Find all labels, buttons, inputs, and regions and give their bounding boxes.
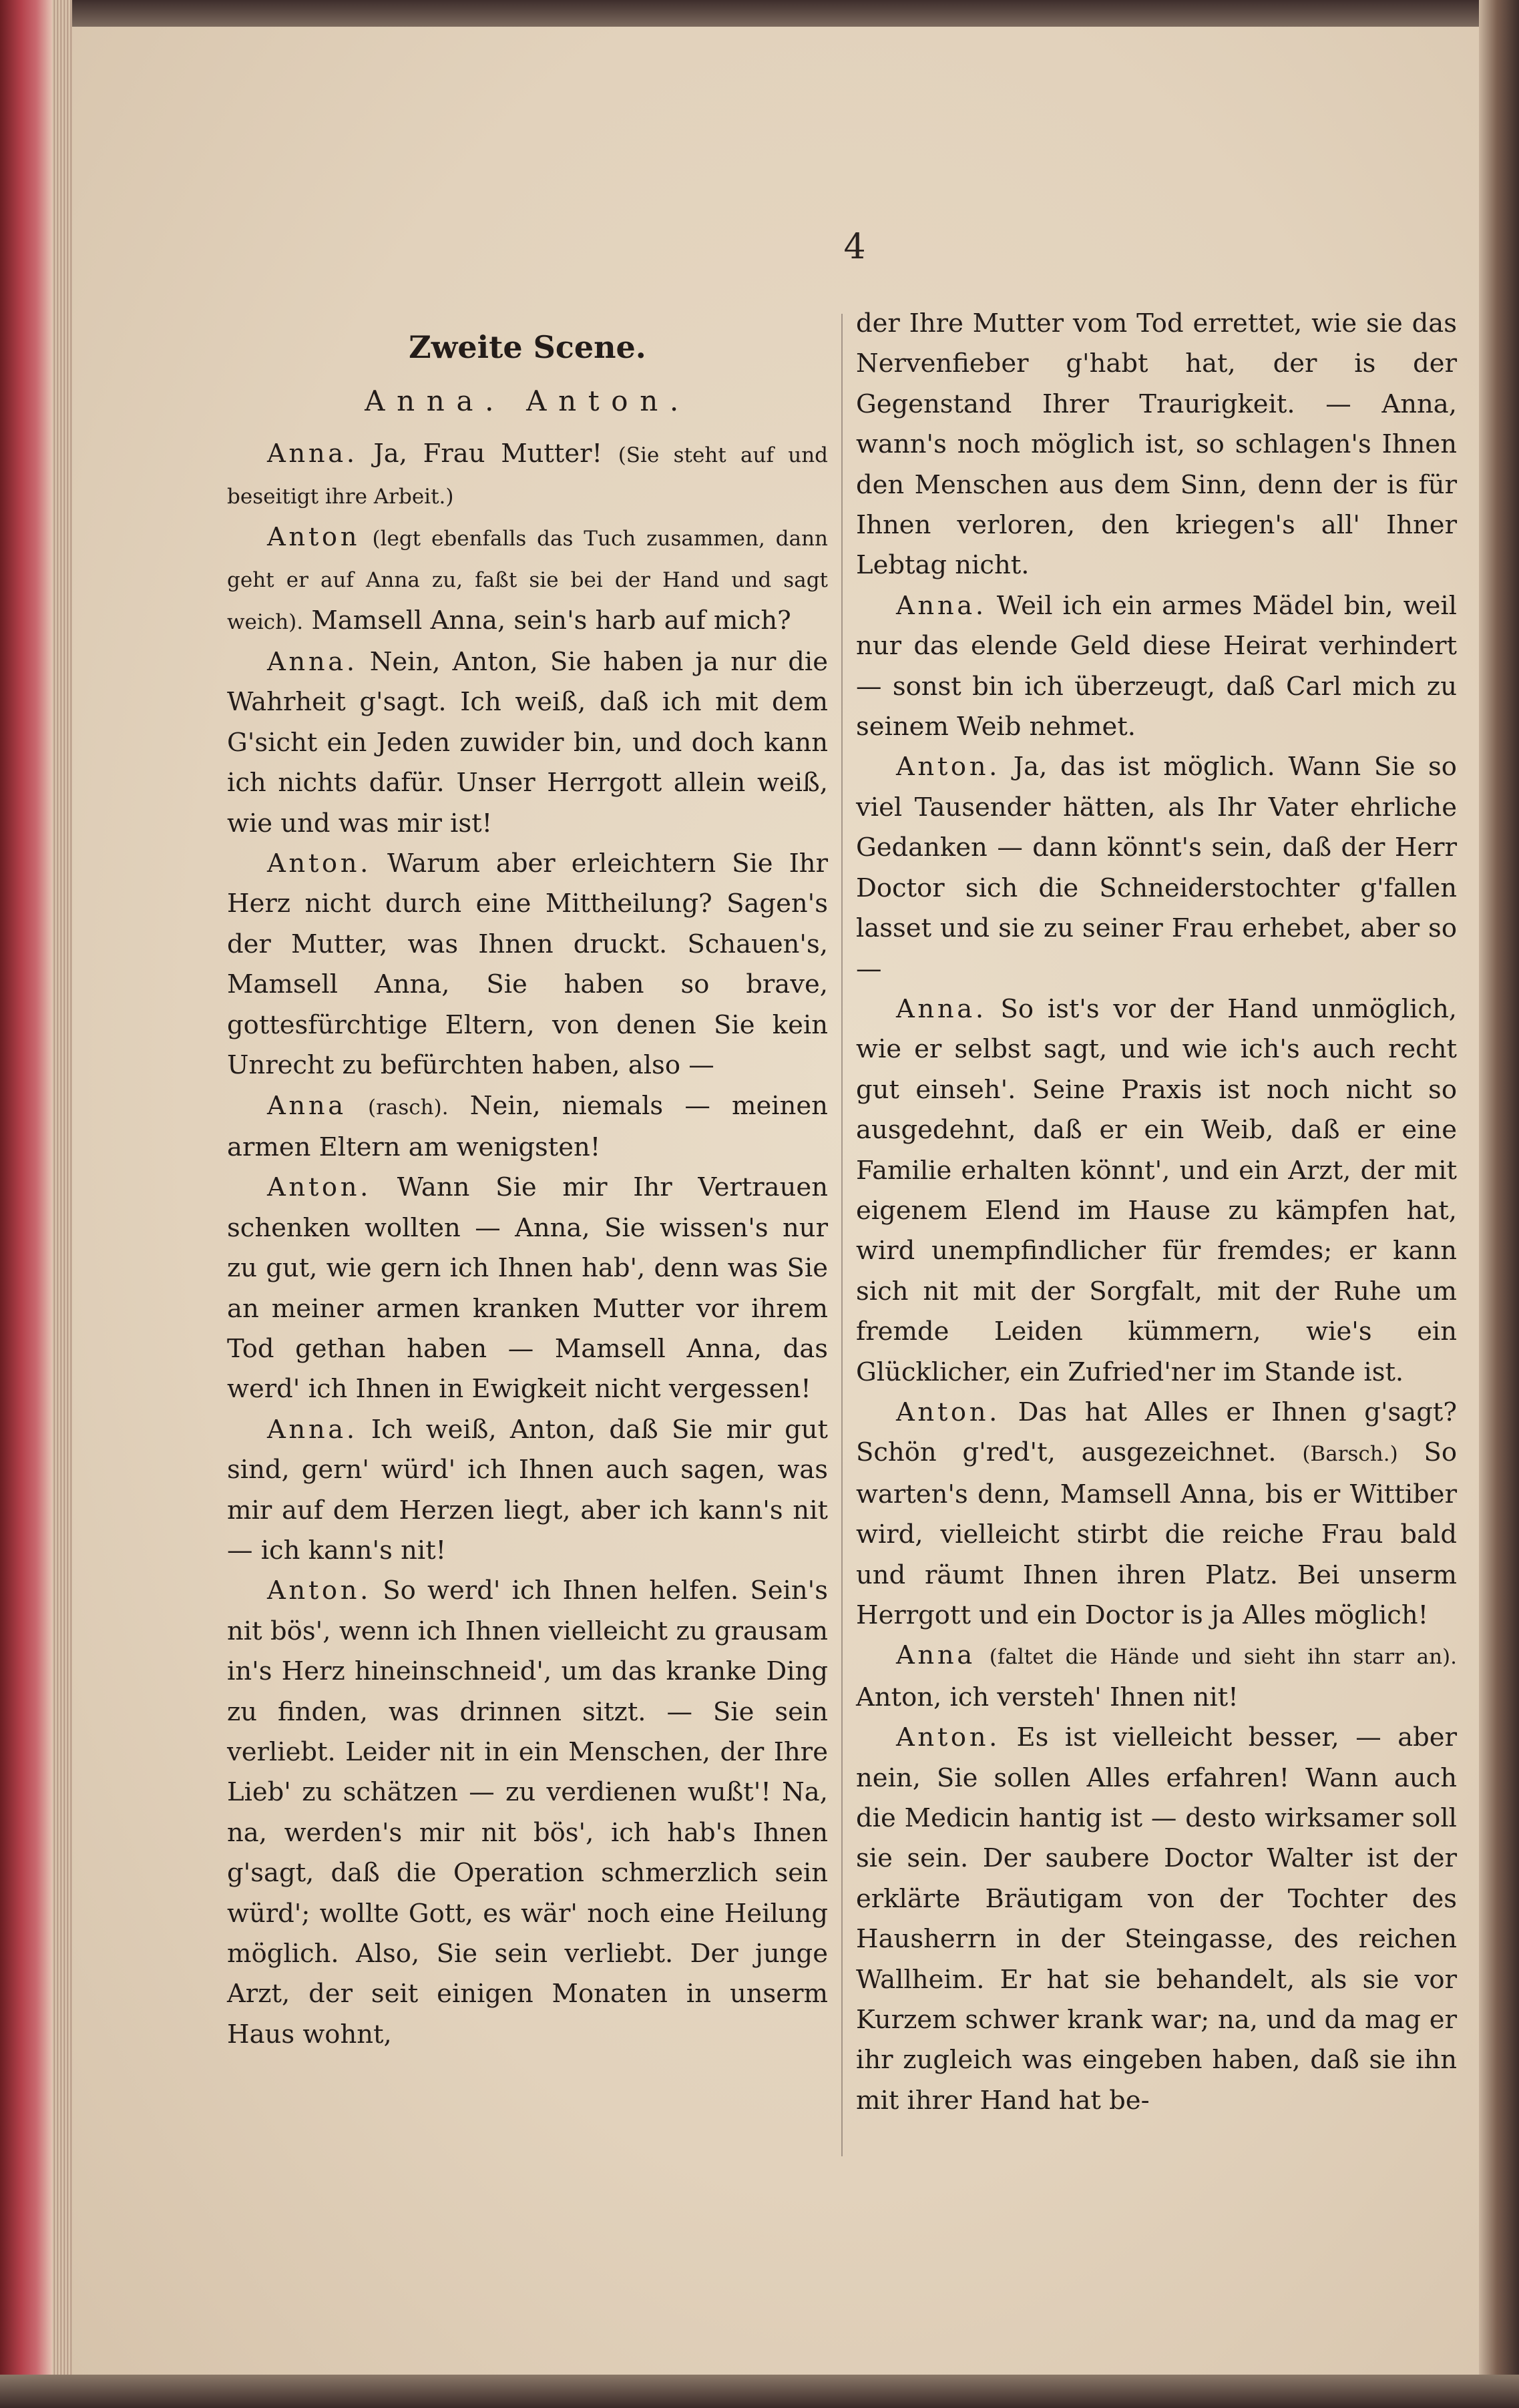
paragraph [856, 1636, 1457, 1718]
paragraph [856, 1393, 1457, 1636]
speaker-name: Anna. [896, 993, 987, 1024]
book-spine [0, 0, 52, 2408]
scan-top-border [0, 0, 1519, 27]
left-paragraphs [227, 434, 828, 2055]
scene-title: Zweite Scene. [409, 329, 646, 365]
speaker-name: Anna [896, 1640, 975, 1671]
dialogue-text: Ich weiß, Anton, daß Sie mir gut sind, gern' würd' ich Ihnen auch sagen, was mir auf dem Herzen liegt, aber ich kann's nit — ich kann's nit! [227, 1414, 828, 1566]
paragraph [856, 1718, 1457, 2121]
stage-direction: (legt ebenfalls das Tuch zusammen, dann geht er auf Anna zu, faßt sie bei der Hand und sagt weich). [227, 526, 828, 634]
paragraph [856, 747, 1457, 989]
speaker-name: Anton. [267, 849, 372, 879]
left-column [227, 307, 828, 2055]
speaker-name: Anton. [267, 1576, 372, 1606]
dialogue-text: Weil ich ein armes Mädel bin, weil nur das elende Geld diese Heirat verhindert — sonst bin ich überzeugt, daß Carl mich zu seinem Weib nehmet. [856, 590, 1457, 742]
paragraph [227, 1410, 828, 1572]
speaker-name: Anna. [896, 590, 987, 621]
paragraph [227, 1086, 828, 1168]
dialogue-text: Ja, das ist möglich. Wann Sie so viel Tausender hätten, als Ihr Vater ehrliche Gedanken — dann könnt's sein, daß der Herr Doctor sich die Schneiderstochter g'fallen lasset und sie zu seiner Frau erhebet, aber so — [856, 752, 1457, 984]
dialogue-text: Nein, Anton, Sie haben ja nur die Wahrheit g'sagt. Ich weiß, daß ich mit dem G'sicht ein Jeden zuwider bin, und doch kann ich nichts dafür. Unser Herrgott allein weiß, wie und was mir ist! [227, 647, 828, 838]
book-cover-edge [1479, 0, 1519, 2408]
speaker-name: Anna [267, 1090, 347, 1121]
stage-direction: (faltet die Hände und sieht ihn starr an). [989, 1645, 1457, 1670]
dialogue-text: Nein, niemals — meinen armen Eltern am wenigsten! [227, 1090, 828, 1162]
stage-direction: (rasch). [368, 1095, 449, 1120]
stage-direction: (Barsch.) [1302, 1442, 1398, 1467]
dialogue-text: So ist's vor der Hand unmöglich, wie er selbst sagt, und wie ich's auch recht gut einseh'. Seine Praxis ist noch nicht so ausgedehnt, daß er ein Weib, daß er eine Familie erhalten könnt', und ein Arzt, der mit eigenem Elend im Hause zu kämpfen hat, wird unempfindlicher für fremdes; er kann sich nit mit der Sorgfalt, mit der Ruhe um fremde Leiden kümmern, wie's ein Glücklicher, ein Zufried'ner im Stande ist. [856, 993, 1457, 1387]
paragraph [856, 586, 1457, 748]
dialogue-text: Ja, Frau Mutter! [357, 439, 618, 469]
dialogue-text: Anton, ich versteh' Ihnen nit! [856, 1682, 1239, 1712]
scan-bottom-border [0, 2375, 1519, 2408]
speaker-name: Anton. [896, 1722, 1001, 1753]
paragraph [856, 304, 1457, 586]
dialogue-text: Mamsell Anna, sein's harb auf mich? [303, 605, 791, 636]
speaker-name: Anton. [896, 1397, 1001, 1427]
scene-characters: Anna. Anton. [365, 385, 690, 417]
page-number: 4 [843, 227, 866, 267]
speaker-name: Anna. [267, 647, 358, 678]
paragraph [227, 844, 828, 1086]
dialogue-text [360, 522, 372, 552]
right-paragraphs [856, 304, 1457, 2121]
paragraph [227, 517, 828, 642]
speaker-name: Anton [267, 521, 361, 552]
speaker-name: Anna. [267, 1414, 358, 1445]
dialogue-text: Warum aber erleichtern Sie Ihr Herz nicht durch eine Mittheilung? Sagen's der Mutter, was Ihnen druckt. Schauen's, Mamsell Anna, Sie haben so brave, gottesfürchtige Eltern, von denen Sie kein Unrecht zu befürchten haben, also — [227, 849, 828, 1081]
stage-direction: (Sie steht auf und beseitigt ihre Arbeit.) [227, 443, 828, 509]
speaker-name: Anton. [896, 752, 1001, 782]
dialogue-text [347, 1091, 368, 1121]
speaker-name: Anna. [267, 439, 358, 469]
paragraph [227, 434, 828, 517]
paragraph [227, 1571, 828, 2055]
speaker-name: Anton. [267, 1172, 372, 1203]
dialogue-text: Es ist vielleicht besser, — aber nein, Sie sollen Alles erfahren! Wann auch die Medicin hantig ist — desto wirksamer soll sie sein. Der saubere Doctor Walter ist der erklärte Bräutigam von der Tochter des Hausherrn in der Steingasse, des reichen Wallheim. Er hat sie behandelt, als sie vor Kurzem schwer krank war; na, und da mag er ihr zugleich was eingeben haben, daß sie ihn mit ihrer Hand hat be- [856, 1722, 1457, 2116]
column-divider [841, 314, 843, 2156]
dialogue-text: Das hat Alles er Ihnen g'sagt? Schön g'red't, ausgezeichnet. [856, 1397, 1457, 1468]
right-column [856, 304, 1457, 2121]
dialogue-text: der Ihre Mutter vom Tod errettet, wie sie das Nervenfieber g'habt hat, der is der Gegenstand Ihrer Traurigkeit. — Anna, wann's noch möglich ist, so schlagen's Ihnen den Menschen aus dem Sinn, denn der is für Ihnen verloren, den kriegen's all' Ihner Lebtag nicht. [856, 308, 1457, 581]
paragraph [227, 1168, 828, 1409]
paragraph [856, 989, 1457, 1393]
paragraph [227, 642, 828, 844]
page-stack-edge [52, 0, 72, 2408]
dialogue-text: Wann Sie mir Ihr Vertrauen schenken wollten — Anna, Sie wissen's nur zu gut, wie gern ich Ihnen hab', denn was Sie an meiner armen kranken Mutter vor ihrem Tod gethan haben — Mamsell Anna, das werd' ich Ihnen in Ewigkeit nicht vergessen! [227, 1172, 828, 1405]
dialogue-text [975, 1640, 990, 1670]
dialogue-text: So werd' ich Ihnen helfen. Sein's nit bös', wenn ich Ihnen vielleicht zu grausam in's Herz hineinschneid', um das kranke Ding zu finden, was drinnen sitzt. — Sie sein verliebt. Leider nit in ein Menschen, der Ihre Lieb' zu schätzen — zu verdienen wußt'! Na, na, werden's mir nit bös', ich hab's Ihnen g'sagt, daß die Operation schmerzlich sein würd'; wollte Gott, es wär' noch eine Heilung möglich. Also, Sie sein verliebt. Der junge Arzt, der seit einigen Monaten in unserm Haus wohnt, [227, 1576, 828, 2050]
dialogue-text: So warten's denn, Mamsell Anna, bis er Wittiber wird, vielleicht stirbt die reiche Frau bald und räumt Ihnen ihren Platz. Bei unserm Herrgott und ein Doctor is ja Alles möglich! [856, 1437, 1457, 1630]
